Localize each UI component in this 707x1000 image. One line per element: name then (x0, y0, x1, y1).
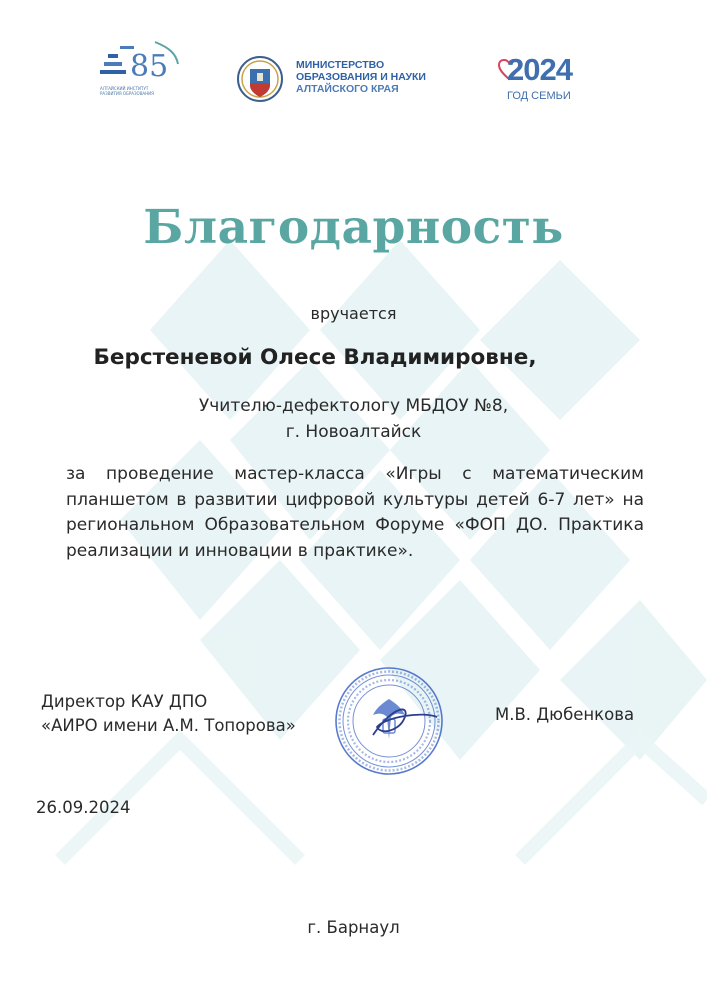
ministry-logo (236, 55, 441, 105)
signatory-name: М.В. Дюбенкова (495, 705, 635, 724)
ministry-name (296, 59, 426, 95)
position-line1: Учителю-дефектологу МБДОУ №8, (198, 396, 509, 416)
airo-85-icon (100, 40, 185, 90)
signatory-title-line2: «АИРО имени А.М. Топорова» (41, 716, 296, 735)
ministry-line1: МИНИСТЕРСТВО (296, 59, 385, 71)
airo-logo (100, 40, 185, 105)
ministry-line3: АЛТАЙСКОГО КРАЯ (296, 83, 399, 95)
official-seal-stamp (333, 665, 445, 777)
awarded-text: вручается (310, 304, 397, 323)
reason-line: за проведение мастер-класса «Игры с математическим (66, 464, 644, 484)
reason-line: региональном Образовательном Форуме «ФОП ДО. Практика (66, 515, 644, 535)
reason-line: планшетом в развитии цифровой культуры детей 6-7 лет» на (66, 489, 644, 510)
airo-logo-caption: АЛТАЙСКИЙ ИНСТИТУТ РАЗВИТИЯ ОБРАЗОВАНИЯ (100, 86, 154, 96)
reason-paragraph (66, 462, 644, 564)
signatory-title (41, 690, 296, 738)
certificate-title: Благодарность (143, 200, 564, 255)
recipient-position (0, 393, 707, 445)
airo-numeral: 85 (130, 49, 169, 84)
position-line2: г. Новоалтайск (285, 422, 422, 442)
altai-krai-coat-of-arms-icon (236, 55, 284, 103)
year-number: 2024 (507, 52, 572, 87)
year-of-family-logo (495, 50, 575, 110)
year-caption: ГОД СЕМЬИ (507, 90, 571, 102)
signatory-title-line1: Директор КАУ ДПО (41, 692, 208, 711)
ministry-line2: ОБРАЗОВАНИЯ И НАУКИ (296, 71, 426, 83)
recipient-name: Берстеневой Олесе Владимировне, (93, 345, 537, 370)
reason-line: реализации и инновации в практике». (66, 540, 414, 561)
issue-date: 26.09.2024 (36, 798, 131, 817)
issue-city: г. Барнаул (307, 918, 400, 937)
